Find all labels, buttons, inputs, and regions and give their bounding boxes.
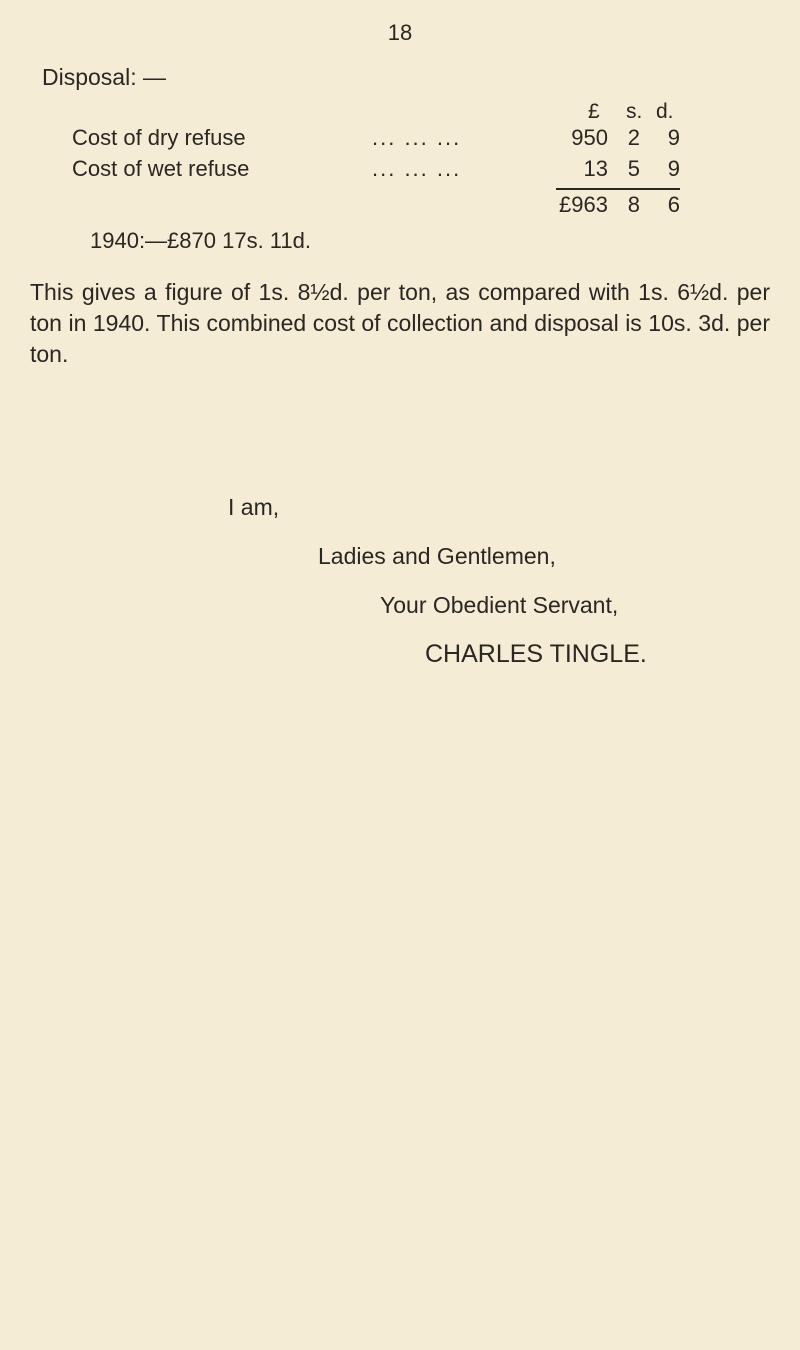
row-label: Cost of wet refuse: [72, 156, 250, 181]
row-label: Cost of dry refuse: [72, 125, 246, 150]
closing-line-3: Your Obedient Servant,: [380, 592, 619, 618]
signature: CHARLES TINGLE.: [425, 640, 647, 668]
section-heading: Disposal: —: [42, 64, 166, 90]
row-pounds: 13: [583, 156, 608, 181]
total-rule: [556, 188, 680, 190]
column-header-shillings: s.: [626, 100, 643, 123]
row-shillings: 5: [627, 156, 640, 181]
previous-year-total: 1940:—£870 17s. 11d.: [90, 228, 311, 253]
closing-line-1: I am,: [228, 494, 280, 520]
summary-paragraph: This gives a figure of 1s. 8½d. per ton, as compared with 1s. 6½d. per ton in 1940. This combined cost of collection and disposal is 10s. 3d. per ton.: [30, 279, 770, 367]
total-pounds: £963: [559, 192, 608, 217]
row-pounds: 950: [571, 125, 608, 150]
column-header-pence: d.: [656, 100, 674, 123]
page-number: 18: [387, 20, 413, 45]
row-pence: 9: [667, 125, 680, 150]
column-header-pounds: £: [588, 100, 600, 123]
row-pence: 9: [667, 156, 680, 181]
closing-line-2: Ladies and Gentlemen,: [318, 543, 556, 569]
row-shillings: 2: [627, 125, 640, 150]
row-leader-dots: ... ... ...: [372, 156, 462, 181]
row-leader-dots: ... ... ...: [372, 125, 462, 150]
total-shillings: 8: [627, 192, 640, 217]
total-pence: 6: [667, 192, 680, 217]
